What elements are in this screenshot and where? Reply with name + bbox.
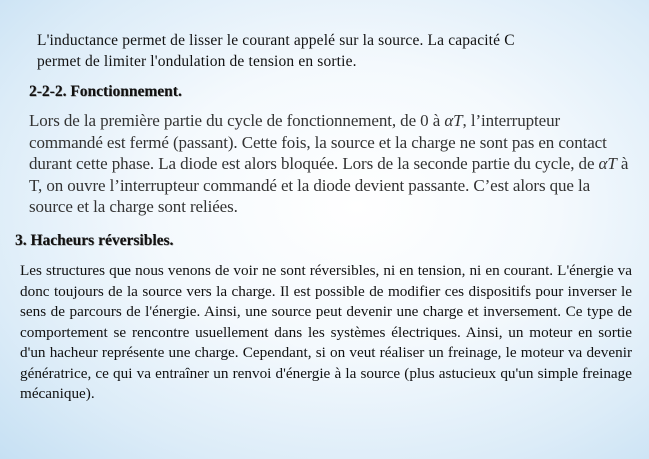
- section-222-text-a: Lors de la première partie du cycle de fonctionnement, de 0 à: [29, 111, 445, 130]
- section-222-text-b: , l’interrupteur commandé est fermé (passant). Cette fois, la source et la charge ne sont pas en contact durant cette phase. La diode est alors bloquée. Lors de la seconde partie du cycle, de: [29, 111, 607, 173]
- alpha-t-math-2: αT: [598, 154, 617, 173]
- section-222-paragraph: [29, 110, 629, 218]
- section-3-heading: 3. Hacheurs réversibles.: [15, 232, 174, 249]
- section-222-text-c: à T, on ouvre l’interrupteur commandé et la diode devient passante. C’est alors que la source et la charge sont reliées.: [29, 154, 629, 216]
- intro-line-2: permet de limiter l'ondulation de tension en sortie.: [37, 53, 357, 70]
- alpha-t-math-1: αT: [444, 111, 463, 130]
- intro-paragraph: [37, 30, 597, 72]
- intro-line-1: L'inductance permet de lisser le courant appelé sur la source. La capacité C: [37, 32, 515, 49]
- section-3-paragraph: Les structures que nous venons de voir ne sont réversibles, ni en tension, ni en courant. L'énergie va donc toujours de la source vers la charge. Il est possible de modifier ces dispositifs pour inverser le sens de parcours de l'énergie. Ainsi, une source peut devenir une charge et inversement. Ce type de comportement se rencontre usuellement dans les systèmes électriques. Ainsi, un moteur en sortie d'un hacheur représente une charge. Cependant, si on veut réaliser un freinage, le moteur va devenir génératrice, ce qui va entraîner un renvoi d'énergie à la source (plus astucieux qu'un simple freinage mécanique).: [20, 262, 632, 402]
- section-222-heading: 2-2-2. Fonctionnement.: [29, 83, 182, 100]
